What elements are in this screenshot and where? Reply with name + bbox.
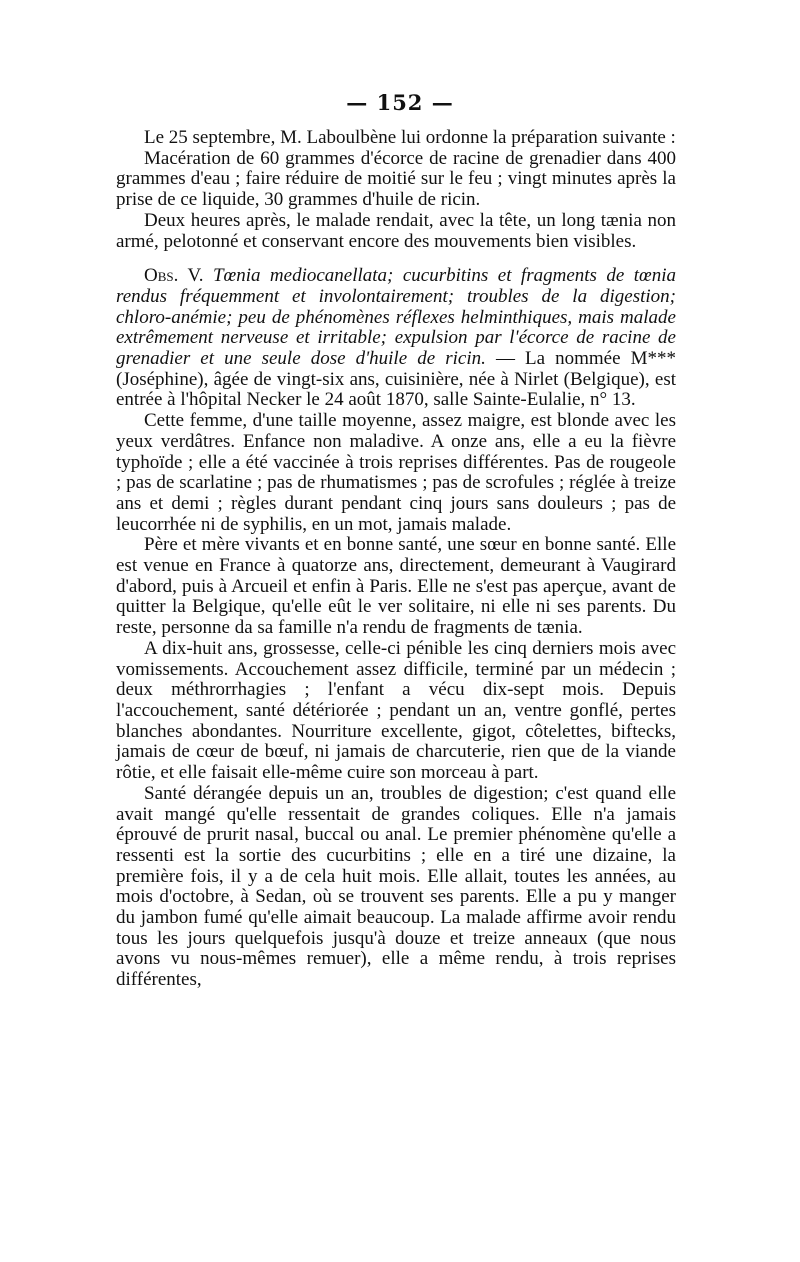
paragraph-8: Santé dérangée depuis un an, troubles de digestion; c'est quand elle avait mangé qu'elle ressentait de grandes coliques. Elle n'a jamais éprouvé de prurit nasal, buccal ou anal. Le premier phénomène qu'elle a ressenti est la sortie des cucurbitins ; elle en a tiré une dizaine, la première fois, il y a de cela huit mois. Elle allait, toutes les années, au mois d'octobre, à Sedan, où se trouvent ses parents. Elle a pu y manger du jambon fumé qu'elle aimait beaucoup. La malade affirme avoir rendu tous les jours quelquefois jusqu'à douze et treize anneaux (que nous avons vu nous-mêmes remuer), elle a même rendu, à trois reprises différentes, bbox=[116, 782, 676, 991]
paragraph-6: Père et mère vivants et en bonne santé, une sœur en bonne santé. Elle est venue en France à quatorze ans, directement, demeurant à Vaugirard d'abord, puis à Arcueil et enfin à Paris. Elle ne s'est pas aperçue, avant de quitter la Belgique, qu'elle eût le ver solitaire, ni elle ni ses parents. Du reste, personne da sa famille n'a rendu de fragments de tænia. bbox=[116, 534, 676, 639]
paragraph-5: Cette femme, d'une taille moyenne, assez maigre, est blonde avec les yeux verdâtres. Enfance non maladive. A onze ans, elle a eu la fièvre typhoïde ; elle a été vaccinée à trois reprises différentes. Pas de rougeole ; pas de scarlatine ; pas de rhumatismes ; pas de scrofules ; réglée à treize ans et demi ; règles durant pendant cinq jours sans douleurs ; pas de leucorrhée ni de syphilis, en un mot, jamais malade. bbox=[116, 410, 676, 535]
paragraph-1: Le 25 septembre, M. Laboulbène lui ordonne la préparation suivante : bbox=[144, 127, 676, 148]
paragraph-2: Macération de 60 grammes d'écorce de racine de grenadier dans 400 grammes d'eau ; faire réduire de moitié sur le feu ; vingt minutes après la prise de ce liquide, 30 grammes d'huile de ricin. bbox=[116, 147, 676, 211]
body-text bbox=[116, 128, 676, 991]
paragraph-7: A dix-huit ans, grossesse, celle-ci pénible les cinq derniers mois avec vomissements. Accouchement assez difficile, terminé par un médecin ; deux méthrorrhagies ; l'enfant a vécu dix-sept mois. Depuis l'accouchement, santé détériorée ; pendant un an, ventre gonflé, pertes blanches abondantes. Nourriture excellente, gigot, côtelettes, biftecks, jamais de cœur de bœuf, ni jamais de charcuterie, rien que de la viande rôtie, et elle faisait elle-même cuire son morceau à part. bbox=[116, 637, 676, 784]
observation-label: Obs. V. bbox=[144, 265, 204, 287]
observation-text: — La nommée M*** (Joséphine), âgée de vingt-six ans, cuisinière, née à Nirlet (Belgique), est entrée à l'hôpital Necker le 24 août 1870, salle Sainte-Eulalie, n° 13. bbox=[116, 348, 677, 411]
observation-title: Tœnia mediocanellata; cucurbitins et fragments de tœnia rendus fréquemment et involontairement; troubles de la digestion; chloro-anémie; peu de phénomènes réflexes helminthiques, mais malade extrêmement nerveuse et irritable; expulsion par l'écorce de racine de grenadier et une seule dose d'huile de ricin. bbox=[116, 265, 676, 370]
paragraph-3: Deux heures après, le malade rendait, avec la tête, un long tænia non armé, pelotonné et conservant encore des mouvements bien visibles. bbox=[116, 209, 676, 252]
observation-paragraph bbox=[116, 266, 676, 411]
page-number: — 152 — bbox=[346, 90, 454, 115]
